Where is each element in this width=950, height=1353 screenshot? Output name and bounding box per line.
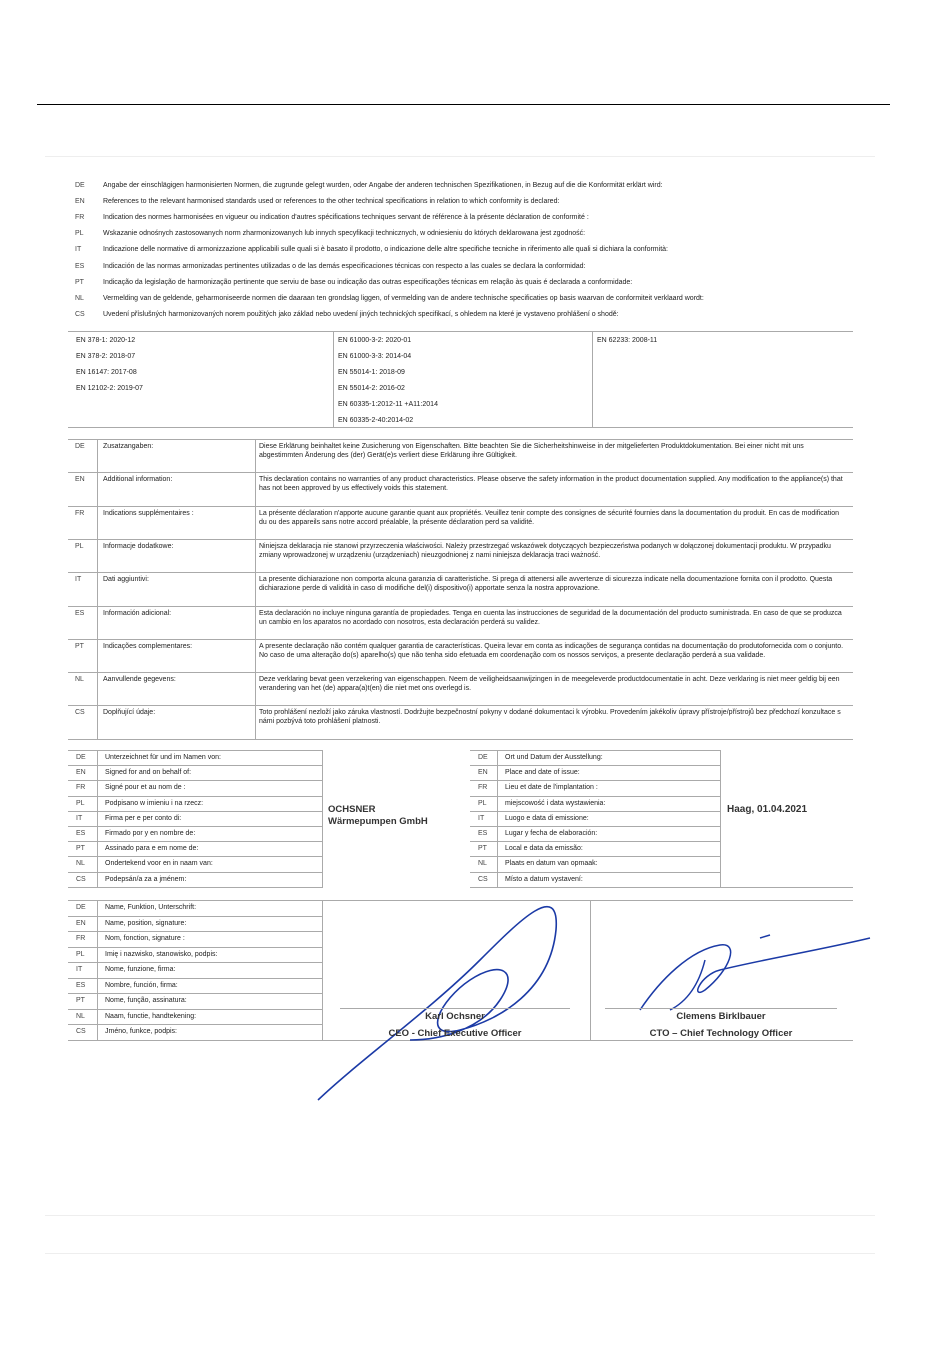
signed-lang-code: EN <box>76 769 86 777</box>
place-lang-code: ES <box>478 830 488 837</box>
name_fn-label: Name, position, signature: <box>105 919 187 927</box>
intro-lang-code: ES <box>75 262 85 270</box>
standard-item: EN 55014-1: 2018-09 <box>338 369 405 376</box>
intro-text: Uvedení příslušných harmonizovaných norem použitých jako základ nebo uvedení jiných technických specifikací, s ohledem na které je vystaveno prohlášení o shodě: <box>103 310 619 318</box>
name_fn-label: Nome, funzione, firma: <box>105 966 176 973</box>
signatory-2-title: CTO – Chief Technology Officer <box>649 1028 793 1039</box>
place-lang-code: PT <box>478 845 487 853</box>
intro-lang-code: IT <box>75 246 82 254</box>
intro-lang-code: FR <box>75 214 85 222</box>
additional-text: La présente déclaration n'apporte aucune garantie quant aux propriétés. Veuillez tenir compte des consignes de sécurité fournies dans la documentation du produit. En cas de modification du ou des appareils sans notre accord préalable, la présente déclaration perd sa validité. <box>259 509 839 526</box>
additional-lang-code: DE <box>75 443 85 450</box>
name_fn-lang-code: PT <box>76 997 85 1004</box>
additional-lang-code: CS <box>75 709 85 717</box>
additional-label: Dati aggiuntivi: <box>103 576 149 584</box>
additional-text: Diese Erklärung beinhaltet keine Zusicherung von Eigenschaften. Bitte beachten Sie die Sicherheitshinweise in der mitgelieferten Produktdokumentation. Bei einer nicht mit uns abgestimmten Änderung des (der) Gerät(e)s verliert diese Erklärung ihre Gültigkeit. <box>259 443 804 459</box>
signatory-1-name: Karl Ochsner <box>425 1011 485 1022</box>
additional-lang-code: NL <box>75 676 84 684</box>
additional-label: Zusatzangaben: <box>103 443 154 450</box>
signature-right <box>640 935 870 1010</box>
signatory-2 <box>605 1008 837 1039</box>
signed-label: Signed for and on behalf of: <box>105 769 192 777</box>
intro-text: Indicazione delle normative di armonizzazione applicabili sulle quali si è basato il prodotto, o indicazione delle altre specifiche tecniche in riferimento alle quali si dichiara la conformità: <box>103 246 668 254</box>
intro-text: Indicación de las normas armonizadas pertinentes utilizadas o de las demás especificaciones técnicas con respecto a las cuales se declara la conformidad: <box>103 262 586 270</box>
standard-item: EN 16147: 2017-08 <box>76 369 137 376</box>
name_fn-label: Name, Funktion, Unterschrift: <box>105 904 197 911</box>
place-label: Place and date of issue: <box>505 769 580 777</box>
intro-text: References to the relevant harmonised standards used or references to the other technical specifications in relation to which conformity is declared: <box>103 198 560 206</box>
additional-label: Aanvullende gegevens: <box>103 676 176 684</box>
additional-lang-code: PT <box>75 642 84 650</box>
signed-label: Firmado por y en nombre de: <box>105 830 196 837</box>
intro-text: Angabe der einschlägigen harmonisierten Normen, die zugrunde gelegt wurden, oder Angabe der anderen technischen Spezifikationen, in Bezug auf die die Konformität erklärt wird: <box>103 182 663 189</box>
signed-label: Podepsán/a za a jménem: <box>105 875 187 883</box>
name_fn-lang-code: PL <box>76 950 85 958</box>
place-label: Ort und Datum der Ausstellung: <box>505 754 603 761</box>
additional-label: Informacje dodatkowe: <box>103 542 174 550</box>
place-label: Plaats en datum van opmaak: <box>505 860 598 868</box>
signed-lang-code: DE <box>76 754 86 761</box>
place-lang-code: FR <box>478 784 488 792</box>
place-lang-code: EN <box>478 769 488 777</box>
place-label: Lieu et date de l'implantation : <box>505 784 598 792</box>
company-line2: Wärmepumpen GmbH <box>328 816 428 827</box>
standard-item: EN 55014-2: 2016-02 <box>338 385 405 392</box>
intro-lang-code: DE <box>75 182 85 189</box>
intro-text: Indication des normes harmonisées en vigueur ou indication d'autres spécifications techniques servant de référence à la présente déclaration de conformité : <box>103 214 589 222</box>
name_fn-label: Jméno, funkce, podpis: <box>105 1028 177 1035</box>
standard-item: EN 61000-3-3: 2014-04 <box>338 353 412 360</box>
intro-text: Wskazanie odnośnych zastosowanych norm zharmonizowanych lub innych specyfikacji technicznych, w odniesieniu do których deklarowana jest zgodność: <box>103 230 586 238</box>
signed-label: Podpisano w imieniu i na rzecz: <box>105 799 204 807</box>
additional-label: Additional information: <box>103 476 173 484</box>
place-lang-code: PL <box>478 799 487 807</box>
additional-text: La presente dichiarazione non comporta alcuna garanzia di caratteristiche. Si prega di attenersi alle avvertenze di sicurezza indicate nella documentazione fornita con il prodotto. Questa dichiarazione perde di validità in caso di modifiche del(i) dispositivo(i) apportate senza la nostra approvazione. <box>259 576 833 593</box>
intro-lang-code: NL <box>75 294 84 302</box>
signatory-1-title: CEO - Chief Executive Officer <box>388 1028 522 1039</box>
additional-label: Indicações complementares: <box>103 642 193 650</box>
place-label: Local e data da emissão: <box>505 845 583 853</box>
intro-lang-code: CS <box>75 310 85 318</box>
signed-lang-code: PT <box>76 845 85 853</box>
additional-text: Toto prohlášení nezloží jako záruka vlastností. Dodržujte bezpečnostní pokyny v dodané dokumentaci k výrobku. Provedením jakékoliv úpravy přístroje/přístrojů bez předchozí konzultace s námi pozbývá toto prohlášení platnosti. <box>259 709 841 726</box>
signed-label: Assinado para e em nome de: <box>105 845 199 853</box>
place-label: Lugar y fecha de elaboración: <box>505 830 598 837</box>
signed-lang-code: ES <box>76 830 86 837</box>
name_fn-label: Nom, fonction, signature : <box>105 935 185 942</box>
standard-item: EN 60335-2-40:2014-02 <box>338 417 414 424</box>
additional-label: Información adicional: <box>103 609 172 617</box>
name_fn-lang-code: EN <box>76 919 86 927</box>
signatory-1 <box>340 1008 570 1039</box>
intro-text: Vermelding van de geldende, geharmoniseerde normen die daaraan ten grondslag liggen, of vermelding van de andere technische specificaties op basis waarvan de conformiteit verklaard wordt: <box>103 294 704 302</box>
place-lang-code: IT <box>478 814 485 822</box>
name_fn-lang-code: IT <box>76 966 83 973</box>
place-label: Luogo e data di emissione: <box>505 814 589 822</box>
standard-item: EN 61000-3-2: 2020-01 <box>338 337 412 344</box>
standard-item: EN 378-2: 2018-07 <box>76 353 136 360</box>
intro-lang-code: EN <box>75 198 85 206</box>
place-lang-code: CS <box>478 875 488 883</box>
name_fn-lang-code: CS <box>76 1028 86 1035</box>
name_fn-lang-code: FR <box>76 935 86 942</box>
signed-lang-code: FR <box>76 784 86 792</box>
signature-left <box>318 907 556 1100</box>
signed-label: Signé pour et au nom de : <box>105 784 186 792</box>
additional-label: Doplňující údaje: <box>103 709 156 717</box>
additional-lang-code: EN <box>75 476 85 484</box>
additional-lang-code: ES <box>75 609 85 617</box>
signatory-2-name: Clemens Birklbauer <box>676 1011 766 1022</box>
additional-text: Niniejsza deklaracja nie stanowi przyrzeczenia właściwości. Należy przestrzegać wskazówek dotyczących bezpieczeństwa podanych w dołączonej dokumentacji produktu. W przypadku zmiany wprowadzonej w urządzeniu (urządzeniach) nieuzgodnionej z nami niniejsza deklaracja traci ważność. <box>259 542 831 559</box>
signed-lang-code: CS <box>76 875 86 883</box>
additional-text: A presente declaração não contém qualquer garantia de características. Queira levar em conta as indicações de segurança contidas na documentação do produtofornecida com o conjunto. No caso de uma alteração do(s) aparelho(s) que não tenha sido efetuada em coordenação com os nossos serviços, a presente declaração perderá a sua validade. <box>259 642 844 659</box>
place-lang-code: DE <box>478 754 488 761</box>
standard-item: EN 60335-1:2012-11 +A11:2014 <box>338 401 438 408</box>
name_fn-label: Nombre, función, firma: <box>105 981 178 989</box>
signed-lang-code: IT <box>76 814 83 822</box>
signed-label: Unterzeichnet für und im Namen von: <box>105 754 221 761</box>
standard-item: EN 378-1: 2020-12 <box>76 337 136 344</box>
intro-lang-code: PT <box>75 278 84 286</box>
place-label: miejscowość i data wystawienia: <box>505 799 606 807</box>
additional-lang-code: PL <box>75 542 84 550</box>
standard-item: EN 62233: 2008-11 <box>597 337 658 344</box>
additional-lang-code: FR <box>75 509 85 517</box>
company-line1: OCHSNER <box>328 804 376 815</box>
signed-label: Ondertekend voor en in naam van: <box>105 860 213 868</box>
name_fn-label: Nome, função, assinatura: <box>105 997 187 1004</box>
signed-lang-code: NL <box>76 860 85 868</box>
issue-date: Haag, 01.04.2021 <box>727 804 808 815</box>
additional-text: Deze verklaring bevat geen verzekering van eigenschappen. Neem de veiligheidsaanwijzingen in de meegeleverde productdocumentatie in acht. Deze verklaring is niet meer geldig bij een verandering van het (de) appara(a)t(en) die niet met ons overlegd is. <box>259 676 840 693</box>
signed-label: Firma per e per conto di: <box>105 814 182 822</box>
intro-lang-code: PL <box>75 230 84 238</box>
place-lang-code: NL <box>478 860 487 868</box>
name_fn-lang-code: NL <box>76 1012 85 1020</box>
additional-lang-code: IT <box>75 576 82 584</box>
name_fn-label: Naam, functie, handtekening: <box>105 1012 197 1020</box>
additional-label: Indications supplémentaires : <box>103 509 194 517</box>
additional-text: Esta declaración no incluye ninguna garantía de propiedades. Tenga en cuenta las instrucciones de seguridad de la documentación del producto suministrada. En caso de que se produzca un cambio en los aparatos no acordado con nosotros, esta declaración perderá su validez. <box>259 609 842 626</box>
additional-text: This declaration contains no warranties of any product characteristics. Please observe the safety information in the product documentation supplied. Any modification to the appliance(s) that has not been approved by us effectively voids this statement. <box>259 476 843 493</box>
place-label: Místo a datum vystavení: <box>505 875 583 883</box>
name_fn-lang-code: ES <box>76 981 86 989</box>
name_fn-label: Imię i nazwisko, stanowisko, podpis: <box>105 950 218 958</box>
name_fn-lang-code: DE <box>76 904 86 911</box>
standard-item: EN 12102-2: 2019-07 <box>76 385 143 392</box>
signed-lang-code: PL <box>76 799 85 807</box>
intro-text: Indicação da legislação de harmonização pertinente que serviu de base ou indicação das outras especificações técnicas em relação às quais é declarada a conformidade: <box>103 278 633 286</box>
